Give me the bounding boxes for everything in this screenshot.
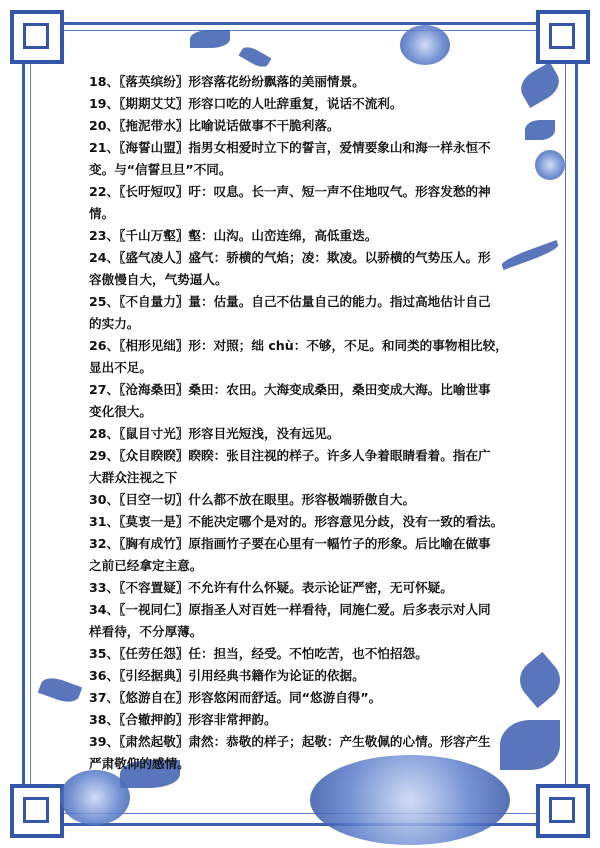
idiom-entry-line: 19、〖期期艾艾〗形容口吃的人吐辞重复，说话不流利。 bbox=[89, 96, 403, 111]
idiom-entry-line: 变化很大。 bbox=[89, 404, 152, 419]
idiom-entry-line: 20、〖拖泥带水〗比喻说话做事不干脆利落。 bbox=[89, 118, 340, 133]
idiom-entry bbox=[89, 423, 529, 445]
idiom-entry bbox=[89, 93, 529, 115]
idiom-entry-line: 之前已经拿定主意。 bbox=[89, 558, 203, 573]
idiom-entry bbox=[89, 137, 529, 181]
idiom-entry bbox=[89, 115, 529, 137]
idiom-entry-line: 22、〖长吁短叹〗吁：叹息。长一声、短一声不住地叹气。形容发愁的神 bbox=[89, 184, 491, 199]
idiom-entry-line: 显出不足。 bbox=[89, 360, 152, 375]
idiom-entry-line: 严肃敬仰的感情。 bbox=[89, 756, 190, 771]
idiom-entry-line: 样看待，不分厚薄。 bbox=[89, 624, 203, 639]
idiom-entry bbox=[89, 379, 529, 423]
idiom-entry-line: 的实力。 bbox=[89, 316, 140, 331]
idiom-entry-line: 33、〖不容置疑〗不允许有什么怀疑。表示论证严密，无可怀疑。 bbox=[89, 580, 453, 595]
idiom-entry-line: 18、〖落英缤纷〗形容落花纷纷飘落的美丽情景。 bbox=[89, 74, 365, 89]
idiom-entry-line: 21、〖海誓山盟〗指男女相爱时立下的誓言，爱情要象山和海一样永恒不 bbox=[89, 140, 491, 155]
idiom-entry bbox=[89, 181, 529, 225]
idiom-entry-line: 34、〖一视同仁〗原指圣人对百姓一样看待，同施仁爱。后多表示对人同 bbox=[89, 602, 491, 617]
idiom-entry-line: 情。 bbox=[89, 206, 115, 221]
idiom-entry bbox=[89, 665, 529, 687]
idiom-list bbox=[89, 71, 529, 775]
corner-ornament-bottom-right bbox=[536, 784, 590, 838]
idiom-entry-line: 30、〖目空一切〗什么都不放在眼里。形容极端骄傲自大。 bbox=[89, 492, 416, 507]
idiom-entry-line: 25、〖不自量力〗量：估量。自己不估量自己的能力。指过高地估计自己 bbox=[89, 294, 491, 309]
idiom-entry-line: 变。与“信誓旦旦”不同。 bbox=[89, 162, 232, 177]
idiom-entry bbox=[89, 291, 529, 335]
idiom-entry-line: 39、〖肃然起敬〗肃然：恭敬的样子；起敬：产生敬佩的心情。形容产生 bbox=[89, 734, 491, 749]
idiom-entry-line: 32、〖胸有成竹〗原指画竹子要在心里有一幅竹子的形象。后比喻在做事 bbox=[89, 536, 491, 551]
idiom-entry bbox=[89, 731, 529, 775]
idiom-entry-line: 26、〖相形见绌〗形：对照；绌 chù：不够，不足。和同类的事物相比较， bbox=[89, 338, 508, 353]
idiom-entry bbox=[89, 643, 529, 665]
idiom-entry bbox=[89, 335, 529, 379]
idiom-entry-line: 23、〖千山万壑〗壑：山沟。山峦连绵，高低重迭。 bbox=[89, 228, 378, 243]
idiom-entry bbox=[89, 511, 529, 533]
idiom-entry-line: 36、〖引经据典〗引用经典书籍作为论证的依据。 bbox=[89, 668, 365, 683]
idiom-entry bbox=[89, 577, 529, 599]
idiom-entry-line: 28、〖鼠目寸光〗形容目光短浅，没有远见。 bbox=[89, 426, 340, 441]
idiom-entry-line: 29、〖众目睽睽〗睽睽：张目注视的样子。许多人争着眼睛看着。指在广 bbox=[89, 448, 491, 463]
idiom-entry bbox=[89, 599, 529, 643]
idiom-entry-line: 27、〖沧海桑田〗桑田：农田。大海变成桑田，桑田变成大海。比喻世事 bbox=[89, 382, 491, 397]
idiom-entry-line: 容傲慢自大，气势逼人。 bbox=[89, 272, 228, 287]
corner-ornament-top-right bbox=[536, 10, 590, 64]
idiom-entry bbox=[89, 445, 529, 489]
idiom-entry-line: 37、〖悠游自在〗形容悠闲而舒适。同“悠游自得”。 bbox=[89, 690, 382, 705]
idiom-entry-line: 24、〖盛气凌人〗盛气：骄横的气焰；凌：欺凌。以骄横的气势压人。形 bbox=[89, 250, 491, 265]
idiom-entry bbox=[89, 225, 529, 247]
idiom-entry bbox=[89, 533, 529, 577]
idiom-entry-line: 大群众注视之下 bbox=[89, 470, 178, 485]
corner-ornament-bottom-left bbox=[10, 784, 64, 838]
corner-ornament-top-left bbox=[10, 10, 64, 64]
idiom-entry-line: 35、〖任劳任怨〗任：担当，经受。不怕吃苦，也不怕招怨。 bbox=[89, 646, 428, 661]
idiom-entry bbox=[89, 687, 529, 709]
idiom-entry-line: 38、〖合辙押韵〗形容非常押韵。 bbox=[89, 712, 277, 727]
idiom-entry bbox=[89, 489, 529, 511]
idiom-entry bbox=[89, 247, 529, 291]
idiom-entry bbox=[89, 709, 529, 731]
idiom-entry-line: 31、〖莫衷一是〗不能决定哪个是对的。形容意见分歧，没有一致的看法。 bbox=[89, 514, 504, 529]
idiom-entry bbox=[89, 71, 529, 93]
